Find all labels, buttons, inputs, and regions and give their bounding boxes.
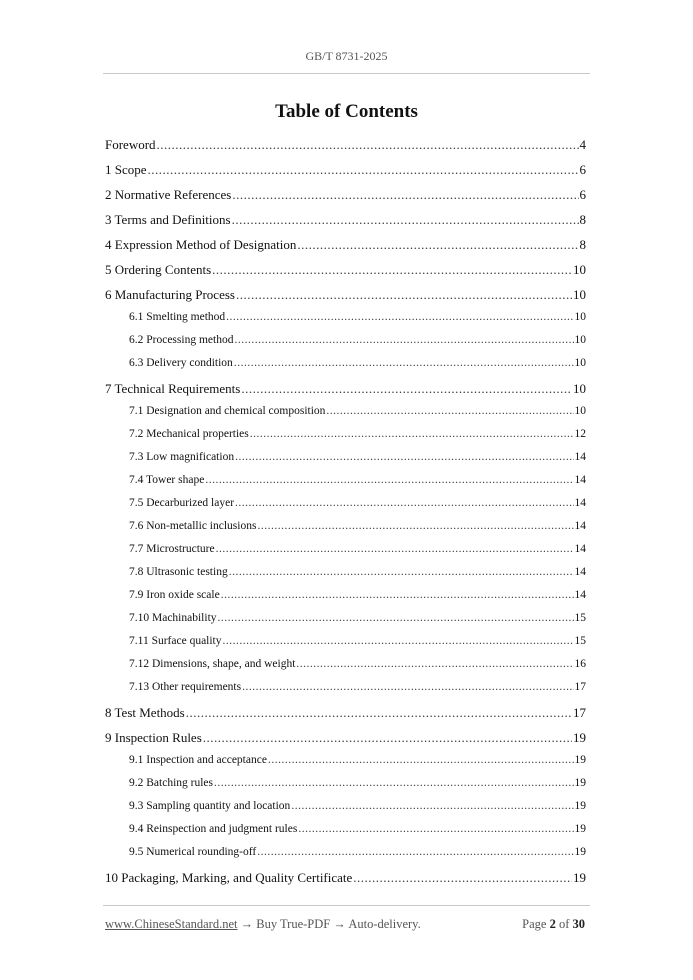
toc-subentry[interactable] — [129, 658, 586, 678]
toc-entry-label: 7.6 Non-metallic inclusions — [129, 520, 257, 532]
dot-leader — [353, 870, 572, 886]
toc-entry-label: 9.5 Numerical rounding-off — [129, 846, 257, 858]
toc-entry-page: 19 — [573, 730, 586, 745]
toc-entry-page: 16 — [574, 658, 586, 670]
toc-entry[interactable] — [105, 381, 586, 403]
dot-leader — [241, 381, 572, 397]
toc-entry-page: 10 — [573, 381, 586, 396]
page-header — [0, 49, 693, 64]
toc-entry-label: 5 Ordering Contents — [105, 262, 212, 277]
toc-entry-page: 17 — [574, 681, 586, 693]
toc-subentry[interactable] — [129, 800, 586, 820]
dot-leader — [268, 754, 574, 766]
dot-leader — [234, 334, 573, 346]
toc-entry[interactable] — [105, 187, 586, 209]
toc-subentry[interactable] — [129, 754, 586, 774]
toc-entry-page: 10 — [574, 357, 586, 369]
toc-entry-page: 15 — [574, 612, 586, 624]
header-rule — [103, 73, 590, 74]
toc-entry[interactable] — [105, 212, 586, 234]
toc-entry[interactable] — [105, 237, 586, 259]
toc-entry-label: Foreword — [105, 137, 156, 152]
dot-leader — [205, 474, 573, 486]
toc-entry-page: 4 — [579, 137, 586, 152]
toc-entry-page: 14 — [574, 543, 586, 555]
toc-entry-label: 9.4 Reinspection and judgment rules — [129, 823, 298, 835]
toc-entry-page: 19 — [574, 800, 586, 812]
toc-entry-label: 7.7 Microstructure — [129, 543, 215, 555]
toc-entry[interactable] — [105, 870, 586, 892]
dot-leader — [232, 187, 578, 203]
toc-entry-page: 14 — [574, 566, 586, 578]
dot-leader — [229, 566, 574, 578]
toc-subentry[interactable] — [129, 589, 586, 609]
toc-entry-page: 10 — [574, 311, 586, 323]
dot-leader — [218, 612, 574, 624]
dot-leader — [257, 520, 573, 532]
toc-title: Table of Contents — [275, 101, 418, 122]
dot-leader — [234, 357, 574, 369]
toc-subentry[interactable] — [129, 474, 586, 494]
toc-subentry[interactable] — [129, 520, 586, 540]
dot-leader — [326, 405, 573, 417]
toc-entry-label: 6.3 Delivery condition — [129, 357, 233, 369]
dot-leader — [257, 846, 573, 858]
toc-entry-label: 7.13 Other requirements — [129, 681, 242, 693]
toc-entry-label: 7.5 Decarburized layer — [129, 497, 235, 509]
toc-entry-page: 19 — [574, 846, 586, 858]
toc-entry[interactable] — [105, 137, 586, 159]
toc-entry-page: 6 — [579, 162, 586, 177]
page-indicator — [522, 917, 585, 932]
dot-leader — [232, 212, 579, 228]
total-pages-number: 30 — [572, 917, 585, 931]
dot-leader — [216, 543, 574, 555]
toc-subentry[interactable] — [129, 777, 586, 797]
dot-leader — [298, 823, 573, 835]
dot-leader — [186, 705, 572, 721]
toc-entry-page: 17 — [573, 705, 586, 720]
toc-entry-page: 8 — [579, 212, 586, 227]
toc-entry-label: 7.2 Mechanical properties — [129, 428, 249, 440]
toc-entry-page: 10 — [574, 334, 586, 346]
toc-entry[interactable] — [105, 287, 586, 309]
toc-entry-label: 1 Scope — [105, 162, 147, 177]
footer-rule — [103, 905, 590, 906]
toc-entry-page: 19 — [574, 777, 586, 789]
dot-leader — [157, 137, 579, 153]
toc-subentry[interactable] — [129, 334, 586, 354]
toc-entry[interactable] — [105, 262, 586, 284]
toc-entry-label: 9.3 Sampling quantity and location — [129, 800, 291, 812]
toc-subentry[interactable] — [129, 357, 586, 377]
toc-entry-label: 7.9 Iron oxide scale — [129, 589, 220, 601]
toc-subentry[interactable] — [129, 635, 586, 655]
toc-entry-label: 7.4 Tower shape — [129, 474, 205, 486]
arrow-icon: → — [333, 917, 346, 931]
buy-pdf-text: Buy True-PDF — [256, 917, 331, 931]
toc-entry-label: 10 Packaging, Marking, and Quality Certificate — [105, 870, 353, 885]
toc-entry-label: 7.1 Designation and chemical composition — [129, 405, 326, 417]
dot-leader — [221, 589, 574, 601]
toc-subentry[interactable] — [129, 451, 586, 471]
toc-entry-page: 14 — [574, 451, 586, 463]
dot-leader — [236, 287, 572, 303]
toc-subentry[interactable] — [129, 543, 586, 563]
toc-subentry[interactable] — [129, 497, 586, 517]
toc-entry-page: 14 — [574, 474, 586, 486]
dot-leader — [235, 451, 573, 463]
toc-entry-page: 19 — [574, 754, 586, 766]
page-word: Page — [522, 917, 547, 931]
website-link[interactable]: www.ChineseStandard.net — [105, 917, 238, 931]
dot-leader — [235, 497, 573, 509]
toc-subentry[interactable] — [129, 681, 586, 701]
toc-entry[interactable] — [105, 730, 586, 752]
toc-entry[interactable] — [105, 705, 586, 727]
toc-entry-page: 14 — [574, 589, 586, 601]
toc-subentry[interactable] — [129, 428, 586, 448]
toc-subentry[interactable] — [129, 823, 586, 843]
toc-entry-page: 14 — [574, 497, 586, 509]
toc-entry-page: 19 — [574, 823, 586, 835]
toc-subentry[interactable] — [129, 405, 586, 425]
toc-entry-label: 6.1 Smelting method — [129, 311, 226, 323]
dot-leader — [297, 237, 578, 253]
toc-entry[interactable] — [105, 162, 586, 184]
dot-leader — [242, 681, 573, 693]
dot-leader — [291, 800, 573, 812]
toc-entry-page: 19 — [573, 870, 586, 885]
dot-leader — [214, 777, 574, 789]
toc-entry-label: 7.3 Low magnification — [129, 451, 235, 463]
dot-leader — [148, 162, 579, 178]
toc-entry-label: 6.2 Processing method — [129, 334, 234, 346]
auto-delivery-text: Auto-delivery. — [348, 917, 421, 931]
dot-leader — [226, 311, 573, 323]
toc-subentry[interactable] — [129, 612, 586, 632]
toc-subentry[interactable] — [129, 311, 586, 331]
arrow-icon: → — [240, 917, 254, 931]
document-id: GB/T 8731-2025 — [305, 49, 388, 63]
toc-entry-page: 10 — [573, 287, 586, 302]
toc-entry-page: 12 — [574, 428, 586, 440]
toc-entry-label: 9 Inspection Rules — [105, 730, 202, 745]
page-footer — [105, 917, 585, 932]
toc-entry-label: 7.10 Machinability — [129, 612, 217, 624]
toc-entry-label: 9.1 Inspection and acceptance — [129, 754, 267, 766]
toc-subentry[interactable] — [129, 846, 586, 866]
footer-promo — [105, 917, 421, 932]
toc-entry-page: 6 — [579, 187, 586, 202]
dot-leader — [212, 262, 572, 278]
toc-entry-label: 8 Test Methods — [105, 705, 185, 720]
toc-subentry[interactable] — [129, 566, 586, 586]
toc-entry-page: 14 — [574, 520, 586, 532]
dot-leader — [203, 730, 572, 746]
toc-entry-label: 7 Technical Requirements — [105, 381, 241, 396]
toc-entry-label: 6 Manufacturing Process — [105, 287, 235, 302]
toc-entry-page: 8 — [579, 237, 586, 252]
current-page-number: 2 — [549, 917, 556, 931]
toc-entry-page: 10 — [574, 405, 586, 417]
toc-entry-page: 15 — [574, 635, 586, 647]
toc-entry-label: 7.8 Ultrasonic testing — [129, 566, 228, 578]
dot-leader — [250, 428, 574, 440]
toc-entry-label: 4 Expression Method of Designation — [105, 237, 297, 252]
dot-leader — [223, 635, 574, 647]
dot-leader — [296, 658, 573, 670]
toc-entry-label: 9.2 Batching rules — [129, 777, 213, 789]
toc-entry-label: 7.12 Dimensions, shape, and weight — [129, 658, 296, 670]
toc-entry-page: 10 — [573, 262, 586, 277]
of-word: of — [558, 917, 570, 931]
toc-entry-label: 3 Terms and Definitions — [105, 212, 231, 227]
toc-entry-label: 7.11 Surface quality — [129, 635, 222, 647]
toc-entry-label: 2 Normative References — [105, 187, 232, 202]
